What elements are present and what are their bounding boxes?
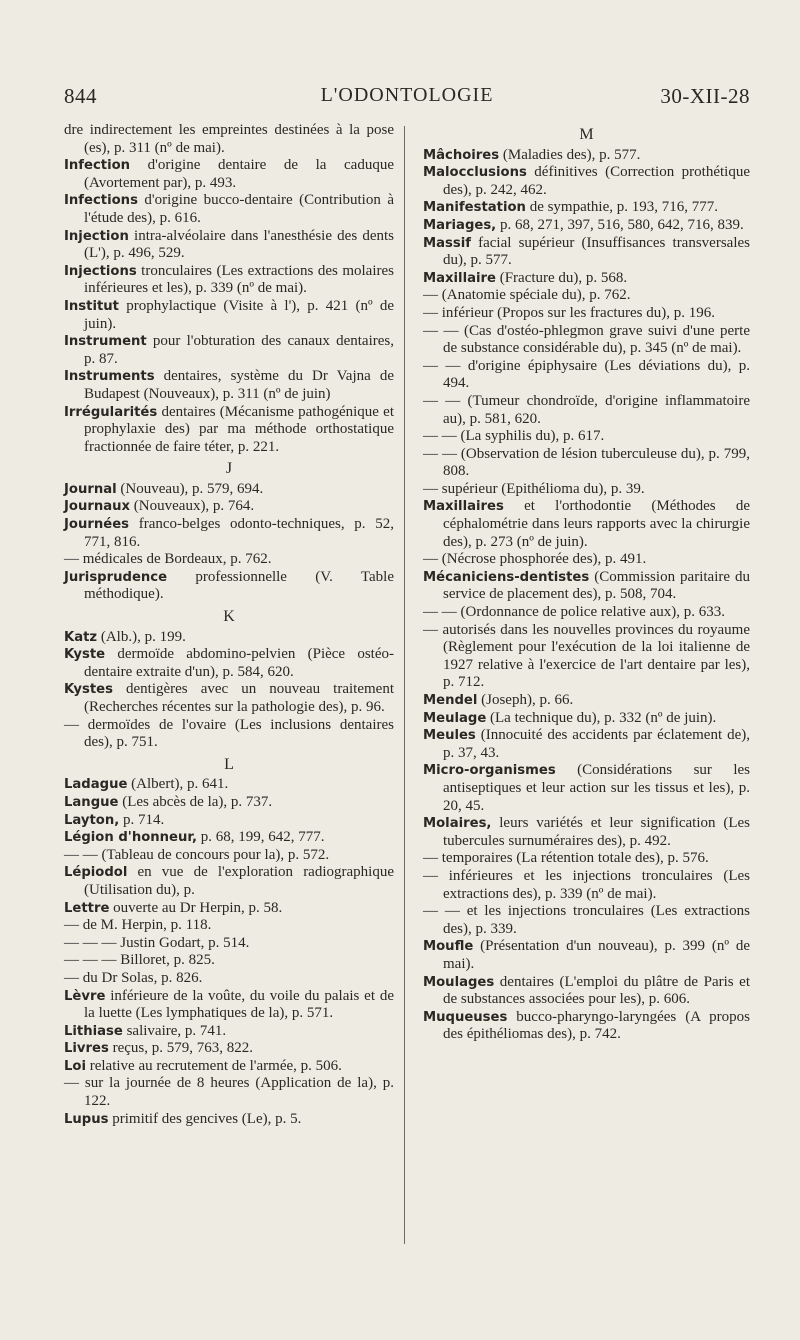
index-entry [423, 868, 750, 903]
entry-keyword: Lépiodol [64, 865, 128, 881]
index-entry [64, 228, 394, 263]
index-entry [64, 988, 394, 1023]
index-entry [423, 199, 750, 217]
entry-keyword: Katz [64, 629, 98, 645]
entry-text: dentigères avec un nouveau traitement (Recherches récentes sur la pathologie des), p. 96. [84, 681, 394, 715]
entry-text: dentaires, système du Dr Vajna de Budapest (Nouveaux), p. 311 (nº de juin) [84, 368, 394, 402]
entry-text: salivaire, p. 741. [122, 1022, 227, 1039]
entry-keyword: Maxillaires [423, 499, 504, 515]
entry-keyword: Langue [64, 794, 119, 810]
index-entry [64, 1111, 394, 1129]
entry-text: en vue de l'exploration radiographique (Utilisation du), p. [84, 864, 394, 898]
entry-keyword: Lèvre [64, 988, 106, 1004]
index-entry [64, 829, 394, 847]
entry-text: prophylactique (Visite à l'), p. 421 (nº de juin). [84, 297, 394, 332]
index-entry [64, 812, 394, 830]
index-entry [64, 864, 394, 899]
entry-text: intra-alvéolaire dans l'anesthésie des dents (L'), p. 496, 529. [84, 227, 394, 262]
entry-text: (La technique du), p. 332 (nº de juin). [486, 709, 717, 726]
index-entry [423, 305, 750, 323]
entry-text: relative au recrutement de l'armée, p. 506. [85, 1057, 342, 1074]
entry-keyword: Mâchoires [423, 147, 500, 163]
entry-text: — temporaires (La rétention totale des), p. 576. [423, 850, 709, 867]
entry-text: p. 68, 199, 642, 777. [196, 829, 325, 846]
entry-keyword: Meules [423, 728, 476, 744]
entry-keyword: Manifestation [423, 200, 526, 216]
entry-text: de sympathie, p. 193, 716, 777. [525, 199, 719, 216]
entry-keyword: Livres [64, 1041, 109, 1057]
entry-keyword: Malocclusions [423, 165, 527, 181]
entry-text: d'origine dentaire de la caduque (Avortement par), p. 493. [84, 157, 394, 191]
index-entry [423, 762, 750, 815]
index-entry [64, 1023, 394, 1041]
right-column [423, 122, 750, 1044]
entry-text: pour l'obturation des canaux dentaires, p. 87. [84, 333, 394, 367]
entry-text: dentaires (Mécanisme pathogénique et prophylaxie des) par ma méthode orthostatique fractionnée de faire téter, p. 221. [84, 403, 394, 455]
entry-text: — (Anatomie spéciale du), p. 762. [423, 287, 631, 304]
entry-text: — médicales de Bordeaux, p. 762. [64, 551, 272, 568]
entry-keyword: Injections [64, 263, 137, 279]
index-entry [423, 235, 750, 270]
entry-text: p. 714. [119, 811, 165, 828]
entry-text: dermoïde abdomino-pelvien (Pièce ostéo-dentaire extraite d'un), p. 584, 620. [84, 646, 394, 680]
entry-keyword: Kyste [64, 647, 106, 663]
index-entry [64, 646, 394, 681]
entry-keyword: Moufle [423, 939, 474, 955]
column-divider [404, 126, 405, 1244]
entry-keyword: Micro-organismes [423, 763, 556, 779]
journal-title: L'ODONTOLOGIE [320, 84, 494, 106]
index-entry [423, 569, 750, 604]
section-letter: L [224, 755, 234, 773]
index-entry [64, 1058, 394, 1076]
index-entry [64, 794, 394, 812]
entry-keyword: Journées [64, 517, 129, 533]
entry-keyword: Lithiase [64, 1023, 123, 1039]
entry-text: — — (La syphilis du), p. 617. [423, 428, 605, 445]
index-entry [64, 192, 394, 227]
entry-text: — — (Tumeur chondroïde, d'origine inflammatoire au), p. 581, 620. [423, 392, 750, 427]
entry-text: (Albert), p. 641. [127, 776, 229, 793]
page-header [64, 84, 750, 114]
index-entry [64, 776, 394, 794]
entry-keyword: Moulages [423, 974, 495, 990]
entry-keyword: Meulage [423, 710, 487, 726]
entry-text: — inférieur (Propos sur les fractures du), p. 196. [423, 304, 716, 321]
entry-text: dentaires (L'emploi du plâtre de Paris et de substances associées pour les), p. 606. [443, 973, 750, 1008]
entry-text: — dermoïdes de l'ovaire (Les inclusions dentaires des), p. 751. [64, 716, 394, 751]
index-entry [423, 710, 750, 728]
index-entry [423, 815, 750, 850]
index-entry [423, 147, 750, 165]
index-entry [423, 481, 750, 499]
entry-text: — inférieures et les injections tronculaires (Les extractions des), p. 339 (nº de mai). [423, 867, 750, 902]
entry-keyword: Jurisprudence [64, 569, 168, 585]
entry-text: — — (Observation de lésion tuberculeuse du), p. 799, 808. [423, 445, 750, 480]
index-entry [423, 446, 750, 481]
entry-text: — — — Justin Godart, p. 514. [64, 934, 250, 951]
entry-keyword: Ladague [64, 777, 128, 793]
entry-keyword: Infections [64, 193, 138, 209]
index-entry [423, 287, 750, 305]
entry-keyword: Loi [64, 1058, 86, 1074]
index-entry [64, 157, 394, 192]
entry-keyword: Injection [64, 228, 129, 244]
entry-keyword: Maxillaire [423, 270, 496, 286]
index-entry [64, 298, 394, 333]
entry-keyword: Institut [64, 298, 119, 314]
entry-text: — sur la journée de 8 heures (Application de la), p. 122. [64, 1075, 394, 1110]
entry-keyword: Lupus [64, 1111, 109, 1127]
entry-text: franco-belges odonto-techniques, p. 52, 771, 816. [84, 516, 394, 550]
section-letter: K [223, 608, 235, 626]
index-entry [64, 368, 394, 403]
entry-text: bucco-pharyngo-laryngées (A propos des épithéliomas des), p. 742. [443, 1008, 750, 1043]
entry-keyword: Muqueuses [423, 1009, 508, 1025]
entry-text: (Maladies des), p. 577. [499, 146, 641, 163]
index-entry [64, 900, 394, 918]
entry-keyword: Légion d'honneur, [64, 830, 197, 846]
entry-text: (Présentation d'un nouveau), p. 399 (nº de mai). [443, 938, 750, 972]
entry-text: professionnelle (V. Table méthodique). [84, 568, 394, 603]
entry-keyword: Massif [423, 235, 471, 251]
entry-text: — du Dr Solas, p. 826. [64, 969, 203, 986]
entry-keyword: Molaires, [423, 816, 492, 832]
index-entry [423, 850, 750, 868]
entry-text: p. 68, 271, 397, 516, 580, 642, 716, 839. [496, 216, 744, 233]
entry-text: — — (Tableau de concours pour la), p. 572. [64, 846, 330, 863]
index-entry [423, 692, 750, 710]
index-entry [64, 970, 394, 988]
entry-text: — — (Cas d'ostéo-phlegmon grave suivi d'une perte de substance considérable du), p. 345 (nº de mai). [423, 322, 750, 357]
entry-keyword: Lettre [64, 900, 110, 916]
entry-text: tronculaires (Les extractions des molaires inférieures et les), p. 339 (nº de mai). [84, 262, 394, 297]
entry-text: ouverte au Dr Herpin, p. 58. [109, 899, 283, 916]
section-letter: J [225, 460, 233, 478]
index-entry [423, 358, 750, 393]
entry-text: (Innocuité des accidents par éclatement de), p. 37, 43. [443, 727, 750, 761]
entry-text: primitif des gencives (Le), p. 5. [108, 1110, 302, 1127]
index-entry [64, 551, 394, 569]
entry-text: (Alb.), p. 199. [97, 628, 186, 645]
entry-text: (Commission paritaire du service de placement des), p. 508, 704. [443, 568, 750, 603]
index-entry [64, 629, 394, 647]
index-entry [64, 263, 394, 298]
entry-text: (Considérations sur les antiseptiques et leur action sur les tissus et les), p. 20, 45. [443, 762, 750, 814]
section-letter: M [579, 126, 594, 143]
entry-text: reçus, p. 579, 763, 822. [108, 1040, 253, 1057]
entry-text: — — d'origine épiphysaire (Les déviations du), p. 494. [423, 357, 750, 392]
issue-date: 30-XII-28 [660, 84, 750, 108]
index-entry [423, 428, 750, 446]
entry-text: (Nouveau), p. 579, 694. [116, 480, 264, 497]
index-entry [64, 1040, 394, 1058]
entry-keyword: Mendel [423, 693, 478, 708]
entry-text: — autorisés dans les nouvelles provinces du royaume (Règlement pour l'exécution de la loi italienne de 1927 relative à l'exercice de l'art dentaire par les), p. 712. [423, 621, 750, 691]
entry-keyword: Kystes [64, 682, 113, 698]
entry-keyword: Instruments [64, 369, 155, 385]
entry-text: leurs variétés et leur signification (Les tubercules surnuméraires des), p. 492. [443, 815, 750, 849]
entry-text: (Fracture du), p. 568. [495, 269, 628, 286]
entry-keyword: Infection [64, 158, 131, 174]
index-entry [423, 551, 750, 569]
index-entry [64, 847, 394, 865]
index-entry [423, 622, 750, 692]
index-entry [64, 516, 394, 551]
index-entry [64, 569, 394, 604]
index-entry [423, 498, 750, 551]
entry-text: facial supérieur (Insuffisances transversales du), p. 577. [443, 234, 750, 269]
entry-keyword: Journal [64, 481, 117, 497]
index-entry [423, 604, 750, 622]
index-entry [64, 481, 394, 499]
index-entry [64, 404, 394, 457]
page-number: 844 [64, 84, 97, 108]
entry-text: — supérieur (Epithélioma du), p. 39. [423, 480, 645, 497]
entry-text: — (Nécrose phosphorée des), p. 491. [423, 551, 647, 568]
entry-text: — de M. Herpin, p. 118. [64, 917, 212, 934]
entry-text: — — (Ordonnance de police relative aux), p. 633. [423, 604, 725, 621]
index-entry [423, 323, 750, 358]
index-entry [423, 217, 750, 235]
index-entry [64, 122, 394, 157]
entry-keyword: Journaux [64, 499, 131, 515]
entry-text: (Nouveaux), p. 764. [130, 498, 255, 515]
index-entry [64, 935, 394, 953]
entry-text: — — — Billoret, p. 825. [64, 952, 215, 969]
index-entry [423, 727, 750, 762]
index-entry [423, 903, 750, 938]
index-entry [423, 164, 750, 199]
entry-text: (Joseph), p. 66. [477, 692, 574, 708]
entry-text: définitives (Correction prothétique des), p. 242, 462. [443, 164, 750, 198]
entry-text: inférieure de la voûte, du voile du palais et de la luette (Les lymphatiques de la), p. 571. [84, 987, 394, 1022]
index-entry [64, 917, 394, 935]
index-entry [423, 938, 750, 973]
index-entry [64, 333, 394, 368]
left-column [64, 122, 394, 1128]
entry-keyword: Mariages, [423, 217, 497, 233]
entry-text: et l'orthodontie (Méthodes de céphalométrie dans leurs rapports avec la chirurgie des), p. 273 (nº de juin). [443, 498, 750, 550]
index-entry [64, 952, 394, 970]
entry-text: dre indirectement les empreintes destinées à la pose (es), p. 311 (nº de mai). [64, 122, 394, 156]
index-entry [423, 974, 750, 1009]
index-entry [423, 1009, 750, 1044]
entry-text: — — et les injections tronculaires (Les extractions des), p. 339. [423, 903, 750, 937]
index-entry [423, 270, 750, 288]
entry-keyword: Mécaniciens-dentistes [423, 569, 590, 585]
index-entry [64, 1075, 394, 1110]
index-entry [64, 498, 394, 516]
entry-text: (Les abcès de la), p. 737. [118, 793, 273, 810]
index-entry [64, 681, 394, 716]
entry-keyword: Layton, [64, 812, 120, 828]
entry-keyword: Irrégularités [64, 404, 158, 420]
index-entry [423, 393, 750, 428]
index-entry [64, 717, 394, 752]
entry-text: d'origine bucco-dentaire (Contribution à l'étude des), p. 616. [84, 192, 394, 226]
entry-keyword: Instrument [64, 334, 147, 350]
